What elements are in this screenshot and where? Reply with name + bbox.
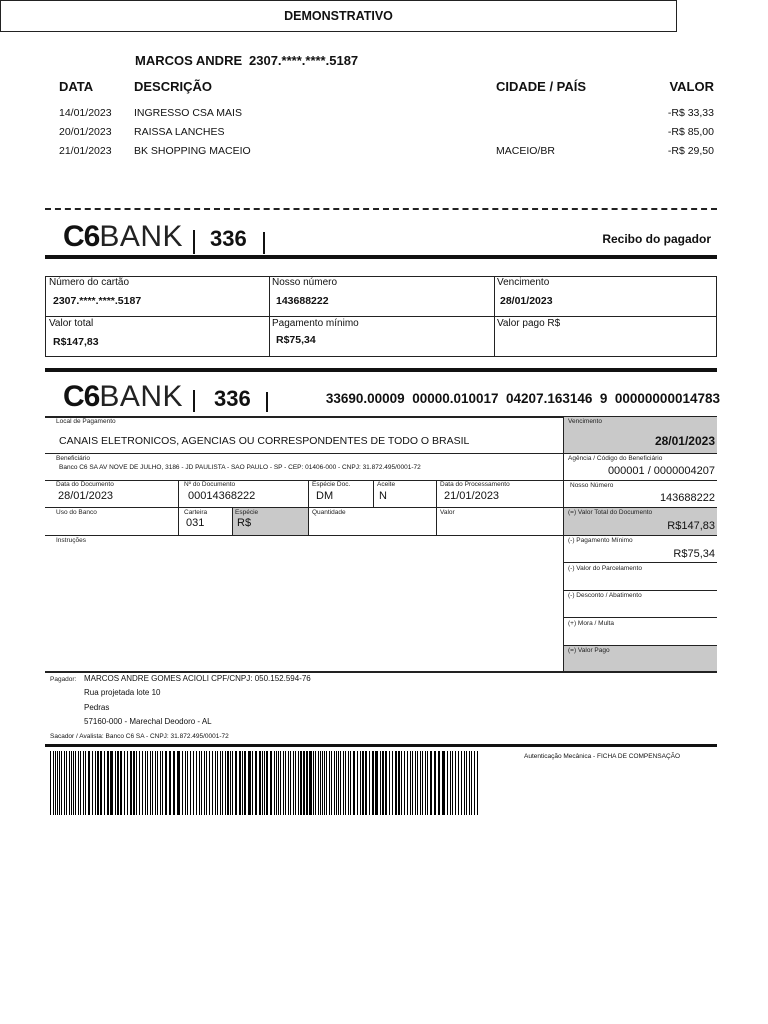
barcode-bar	[199, 751, 200, 815]
barcode-bar	[97, 751, 99, 815]
barcode-bar	[369, 751, 370, 815]
barcode-bar	[142, 751, 143, 815]
barcode-bar	[150, 751, 151, 815]
barcode-bar	[348, 751, 349, 815]
pagador-label: Pagador:	[50, 676, 77, 683]
barcode-bar	[434, 751, 436, 815]
barcode-bar	[455, 751, 456, 815]
barcode-bar	[215, 751, 216, 815]
barcode-bar	[117, 751, 119, 815]
barcode-bar	[389, 751, 390, 815]
barcode-bar	[392, 751, 393, 815]
data-processamento-label: Data do Processamento	[440, 481, 510, 488]
barcode-bar	[120, 751, 122, 815]
carteira-label: Carteira	[184, 509, 208, 516]
barcode-bar	[477, 751, 478, 815]
autenticacao-label: Autenticação Mecânica - FICHA DE COMPENSAÇÃO	[524, 753, 681, 760]
barcode-bar	[442, 751, 445, 815]
barcode-bar	[169, 751, 171, 815]
barcode-bar	[212, 751, 213, 815]
divider	[563, 590, 717, 591]
barcode-bar	[345, 751, 346, 815]
barcode-bar	[182, 751, 183, 815]
barcode-bar	[438, 751, 440, 815]
local-label: Local de Pagamento	[56, 418, 116, 425]
barcode-bar	[276, 751, 277, 815]
barcode-bar	[336, 751, 337, 815]
barcode-bar	[104, 751, 105, 815]
row-city: MACEIO/BR	[496, 145, 555, 157]
barcode-bar	[88, 751, 90, 815]
barcode-bar	[127, 751, 128, 815]
barcode-bar	[133, 751, 135, 815]
barcode-bar	[204, 751, 205, 815]
venc-label: Vencimento	[568, 418, 602, 425]
desconto-label: (-) Desconto / Abatimento	[568, 592, 642, 599]
logo-light: BANK	[99, 380, 184, 413]
barcode-bar	[474, 751, 475, 815]
barcode-bar	[185, 751, 186, 815]
barcode-bar	[225, 751, 226, 815]
barcode-bar	[464, 751, 465, 815]
barcode-bar	[230, 751, 231, 815]
divider	[563, 645, 717, 646]
barcode-bar	[415, 751, 416, 815]
barcode-bar	[340, 751, 341, 815]
barcode-bar	[300, 751, 302, 815]
barcode-bar	[139, 751, 140, 815]
barcode-bar	[303, 751, 305, 815]
pagador-district: Pedras	[84, 703, 110, 712]
barcode-bar	[115, 751, 116, 815]
barcode-bar	[417, 751, 418, 815]
barcode-bar	[66, 751, 67, 815]
barcode-bar	[469, 751, 470, 815]
barcode-bar	[255, 751, 257, 815]
nosso-numero-label: Nosso número	[272, 277, 338, 288]
divider	[436, 480, 437, 535]
barcode-bar	[375, 751, 378, 815]
barcode-bar	[362, 751, 364, 815]
divider	[308, 480, 309, 535]
barcode-bar	[157, 751, 158, 815]
divider	[45, 671, 717, 673]
barcode	[50, 751, 478, 815]
logo-bold: C6	[63, 220, 100, 253]
beneficiario-label: Beneficiário	[56, 455, 90, 462]
barcode-bar	[334, 751, 335, 815]
barcode-bar	[177, 751, 180, 815]
barcode-bar	[83, 751, 84, 815]
divider	[563, 562, 717, 563]
barcode-bar	[217, 751, 218, 815]
divider	[193, 390, 195, 412]
barcode-bar	[155, 751, 156, 815]
barcode-bar	[61, 751, 62, 815]
barcode-bar	[298, 751, 299, 815]
barcode-bar	[162, 751, 163, 815]
divider	[193, 230, 195, 254]
row-description: BK SHOPPING MACEIO	[134, 145, 251, 157]
barcode-bar	[309, 751, 312, 815]
nosso-numero-label: Nosso Número	[570, 482, 614, 489]
divider	[563, 617, 717, 618]
divider	[563, 416, 564, 671]
barcode-bar	[64, 751, 65, 815]
barcode-bar	[259, 751, 261, 815]
data-documento-label: Data do Documento	[56, 481, 114, 488]
barcode-bar	[427, 751, 428, 815]
barcode-bar	[461, 751, 462, 815]
divider	[45, 535, 717, 536]
valor-total-value: R$147,83	[53, 336, 99, 348]
barcode-bar	[235, 751, 237, 815]
barcode-bar	[227, 751, 229, 815]
card-number-value: 2307.****.****.5187	[53, 295, 142, 307]
num-documento-value: 00014368222	[188, 490, 256, 502]
barcode-bar	[53, 751, 54, 815]
barcode-bar	[69, 751, 70, 815]
uso-banco-label: Uso do Banco	[56, 509, 97, 516]
valor-label: Valor	[440, 509, 455, 516]
barcode-bar	[410, 751, 411, 815]
barcode-bar	[283, 751, 284, 815]
barcode-bar	[209, 751, 210, 815]
divider	[263, 232, 265, 254]
barcode-bar	[288, 751, 289, 815]
row-value: -R$ 33,33	[667, 107, 714, 119]
linha-digitavel: 33690.00009 00000.010017 04207.163146 9 00000000014783	[325, 391, 720, 406]
especie-doc-value: DM	[316, 490, 334, 502]
barcode-bar	[458, 751, 459, 815]
barcode-bar	[404, 751, 405, 815]
barcode-bar	[206, 751, 207, 815]
row-description: INGRESSO CSA MAIS	[134, 107, 242, 119]
barcode-bar	[293, 751, 294, 815]
pagamento-minimo-value: R$75,34	[673, 548, 715, 560]
valor-total-label: Valor total	[49, 318, 94, 329]
divider	[45, 316, 717, 317]
barcode-bar	[201, 751, 202, 815]
barcode-bar	[124, 751, 125, 815]
barcode-bar	[222, 751, 223, 815]
data-processamento-value: 21/01/2023	[444, 490, 500, 502]
barcode-bar	[365, 751, 367, 815]
barcode-bar	[322, 751, 323, 815]
barcode-bar	[280, 751, 281, 815]
barcode-bar	[420, 751, 421, 815]
barcode-bar	[136, 751, 137, 815]
barcode-bar	[75, 751, 76, 815]
barcode-bar	[398, 751, 400, 815]
divider	[232, 507, 233, 535]
barcode-bar	[350, 751, 351, 815]
beneficiario-value: Banco C6 SA AV NOVE DE JULHO, 3186 - JD PAULISTA - SAO PAULO - SP - CEP: 01406-000 - CNPJ: 31.872.495/0001-72	[59, 464, 421, 471]
barcode-bar	[270, 751, 272, 815]
barcode-bar	[92, 751, 93, 815]
barcode-bar	[190, 751, 191, 815]
c6-bank-logo	[63, 382, 183, 412]
barcode-bar	[239, 751, 241, 815]
barcode-bar	[295, 751, 296, 815]
barcode-bar	[59, 751, 60, 815]
barcode-bar	[380, 751, 381, 815]
mora-label: (+) Mora / Multa	[568, 620, 615, 627]
carteira-value: 031	[186, 517, 205, 529]
pagamento-minimo-label: Pagamento mínimo	[272, 318, 359, 329]
barcode-bar	[425, 751, 426, 815]
instrucoes-label: Instruções	[56, 537, 86, 544]
pagamento-minimo-label: (-) Pagamento Mínimo	[568, 537, 633, 544]
holder-card-number: 2307.****.****.5187	[249, 53, 359, 68]
barcode-bar	[466, 751, 467, 815]
barcode-bar	[160, 751, 161, 815]
barcode-bar	[447, 751, 448, 815]
barcode-bar	[372, 751, 374, 815]
divider	[45, 744, 717, 747]
barcode-bar	[357, 751, 358, 815]
venc-value: 28/01/2023	[654, 434, 715, 448]
divider	[266, 392, 268, 412]
divider	[45, 368, 717, 372]
quantidade-label: Quantidade	[312, 509, 346, 516]
vencimento-value: 28/01/2023	[500, 295, 553, 307]
row-date: 14/01/2023	[59, 107, 112, 119]
pagador-name: MARCOS ANDRE GOMES ACIOLI CPF/CNPJ: 050.152.594-76	[84, 674, 311, 683]
barcode-bar	[315, 751, 316, 815]
barcode-bar	[73, 751, 74, 815]
nosso-numero-value: 143688222	[276, 295, 329, 307]
divider	[373, 480, 374, 507]
barcode-bar	[264, 751, 265, 815]
barcode-bar	[285, 751, 286, 815]
row-date: 21/01/2023	[59, 145, 112, 157]
barcode-bar	[306, 751, 308, 815]
divider	[178, 480, 179, 535]
especie-value: R$	[237, 517, 252, 529]
barcode-bar	[95, 751, 96, 815]
logo-light: BANK	[99, 220, 184, 253]
barcode-bar	[110, 751, 113, 815]
barcode-bar	[313, 751, 314, 815]
barcode-bar	[329, 751, 330, 815]
barcode-bar	[85, 751, 86, 815]
barcode-bar	[331, 751, 332, 815]
barcode-bar	[107, 751, 109, 815]
barcode-bar	[382, 751, 384, 815]
divider	[45, 255, 717, 259]
barcode-bar	[252, 751, 253, 815]
pagamento-minimo-value: R$75,34	[276, 334, 316, 346]
barcode-bar	[343, 751, 344, 815]
barcode-bar	[80, 751, 81, 815]
barcode-bar	[242, 751, 243, 815]
local-value: CANAIS ELETRONICOS, AGENCIAS OU CORRESPONDENTES DE TODO O BRASIL	[59, 435, 470, 447]
divider	[45, 507, 717, 508]
barcode-bar	[55, 751, 56, 815]
valor-pago-label: (=) Valor Pago	[568, 647, 610, 654]
recibo-title: Recibo do pagador	[602, 232, 711, 246]
barcode-bar	[220, 751, 221, 815]
valor-total-value: R$147,83	[667, 520, 715, 532]
parcelamento-label: (-) Valor do Parcelamento	[568, 565, 642, 572]
barcode-bar	[57, 751, 58, 815]
num-documento-label: Nº do Documento	[184, 481, 236, 488]
barcode-bar	[71, 751, 72, 815]
row-description: RAISSA LANCHES	[134, 126, 225, 138]
bank-code: 336	[214, 386, 251, 411]
barcode-bar	[290, 751, 291, 815]
logo-bold: C6	[63, 380, 100, 413]
bank-code: 336	[210, 226, 247, 251]
barcode-bar	[187, 751, 188, 815]
header-city: CIDADE / PAÍS	[496, 79, 587, 94]
barcode-bar	[100, 751, 102, 815]
agencia-label: Agência / Código do Beneficiário	[568, 455, 663, 462]
barcode-bar	[338, 751, 339, 815]
aceite-label: Aceite	[377, 481, 396, 488]
barcode-bar	[407, 751, 408, 815]
barcode-bar	[324, 751, 325, 815]
data-documento-value: 28/01/2023	[58, 490, 114, 502]
barcode-bar	[430, 751, 432, 815]
barcode-bar	[278, 751, 279, 815]
barcode-bar	[262, 751, 263, 815]
valor-pago-label: Valor pago R$	[497, 318, 561, 329]
barcode-bar	[147, 751, 148, 815]
header-date: DATA	[59, 79, 94, 94]
barcode-bar	[193, 751, 194, 815]
demonstrativo-title: DEMONSTRATIVO	[0, 0, 677, 32]
barcode-bar	[395, 751, 397, 815]
barcode-bar	[450, 751, 451, 815]
row-value: -R$ 29,50	[667, 145, 714, 157]
barcode-bar	[326, 751, 327, 815]
barcode-bar	[196, 751, 197, 815]
barcode-bar	[173, 751, 175, 815]
sacador-avalista: Sacador / Avalista: Banco C6 SA - CNPJ: 31.872.495/0001-72	[50, 733, 229, 740]
nosso-numero-value: 143688222	[659, 492, 715, 504]
c6-bank-logo	[63, 222, 183, 252]
pagador-city: 57160-000 - Marechal Deodoro - AL	[84, 717, 212, 726]
barcode-bar	[422, 751, 423, 815]
barcode-bar	[360, 751, 361, 815]
barcode-bar	[452, 751, 453, 815]
cut-line	[45, 208, 717, 210]
pagador-address: Rua projetada lote 10	[84, 688, 161, 697]
divider	[45, 453, 717, 454]
barcode-bar	[353, 751, 355, 815]
vencimento-label: Vencimento	[497, 277, 550, 288]
barcode-bar	[78, 751, 79, 815]
barcode-bar	[145, 751, 146, 815]
barcode-bar	[412, 751, 413, 815]
especie-doc-label: Espécie Doc.	[312, 481, 351, 488]
header-value: VALOR	[669, 79, 714, 94]
header-description: DESCRIÇÃO	[134, 79, 213, 94]
row-value: -R$ 85,00	[667, 126, 714, 138]
barcode-bar	[274, 751, 275, 815]
barcode-bar	[244, 751, 246, 815]
barcode-bar	[385, 751, 387, 815]
holder-name: MARCOS ANDRE	[135, 53, 243, 68]
barcode-bar	[248, 751, 251, 815]
barcode-bar	[318, 751, 319, 815]
barcode-bar	[130, 751, 132, 815]
barcode-bar	[471, 751, 472, 815]
barcode-bar	[165, 751, 167, 815]
row-date: 20/01/2023	[59, 126, 112, 138]
barcode-bar	[50, 751, 51, 815]
barcode-bar	[152, 751, 153, 815]
barcode-bar	[320, 751, 321, 815]
especie-label: Espécie	[235, 509, 259, 516]
valor-total-label: (=) Valor Total do Documento	[568, 509, 653, 516]
barcode-bar	[266, 751, 268, 815]
card-number-label: Número do cartão	[49, 277, 130, 288]
barcode-bar	[401, 751, 402, 815]
aceite-value: N	[379, 490, 387, 502]
agencia-value: 000001 / 0000004207	[607, 465, 715, 477]
barcode-bar	[232, 751, 233, 815]
